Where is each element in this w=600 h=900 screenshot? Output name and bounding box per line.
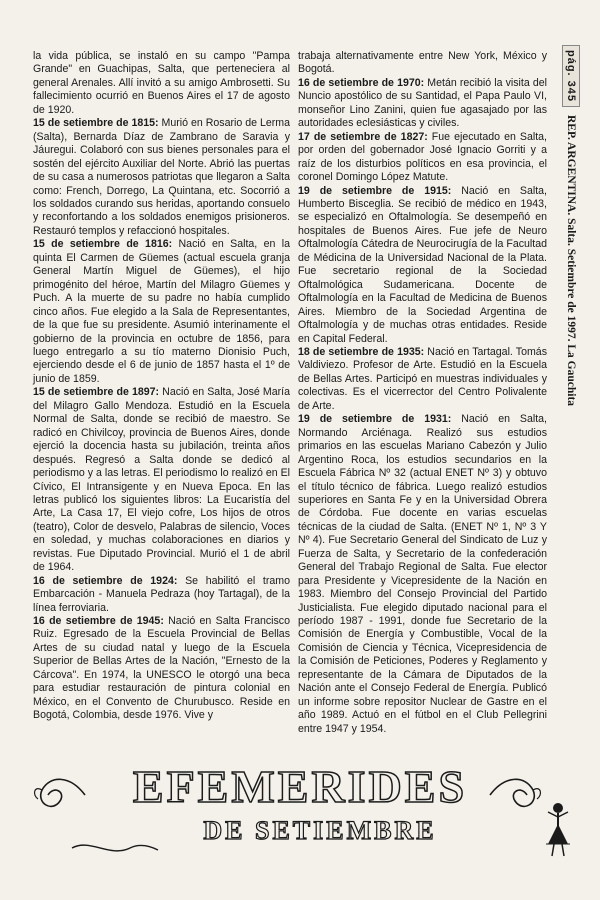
publication-source: REP. ARGENTINA. Salta. Setiembre de 1997. La Gauchita [565,115,577,407]
entry [298,346,547,413]
entry-date: 15 de setiembre de 1815: [33,117,159,130]
heading-title: EFEMERIDES [132,761,468,812]
entry-date: 16 de setiembre de 1924: [33,574,178,587]
entry-text: Nació en Salta Francisco Ruiz. Egresado de la Escuela Provincial de Bellas Artes de su ciudad natal y luego de la Escuela Superior de Bellas Artes de la Nación, "Ernesto de la Cárcova". En 1974, la UNESCO le otorgó una beca para estudiar restauración de pintura colonial en México, en el Convento de Churubusco. Reside en Bogotá, Colombia, desde 1976. Vive y [33,615,290,722]
side-banner [552,45,580,407]
entry [298,131,547,185]
entry-date: 15 de setiembre de 1897: [33,386,160,399]
entry-text: Nació en Salta, Normando Arciénaga. Realizó sus estudios primarios en las escuelas Mariano Cabezón y Julio Argentino Roca, los estudios secundarios en la Escuela Fábrica Nº 32 (actual ENET Nº 3) y obtuvo el título técnico de fábrica. Luego realizó estudios superiores en Santa Fe y en la Universidad Obrera de Córdoba. Fue docente en varias escuelas técnicas de la ciudad de Salta. (ENET Nº 1, Nº 3 Y Nº 4). Fue Secretario General del Sindicato de Luz y Fuerza de Salta, y Secretario de la confederación General del Trabajo Regional de Salta. Fue elector para Presidente y Vicepresidente de la Nación en 1983. Miembro del Consejo Provincial del Partido Justicialista. Fue elegido diputado nacional para el período 1987 - 1991, donde fue Secretario de la Comisión de Energía y Combustible, Vocal de la Comisión de Ciencia y Técnica, Vicepresidencia de la Comisión de Peticiones, Poderes y Reglamento y representante de la Cámara de Diputados de la Nación ante el Consejo Federal de Energía. Publicó un informe sobre repositor Nuclear de Gastre en el año 1989. Actuó en el fútbol en el Club Pellegrini entre 1947 y 1954. [298,413,547,735]
entry [298,413,547,736]
entry [33,615,290,723]
entry-text: Murió en Rosario de Lerma (Salta), Bernarda Díaz de Zambrano de Saravia y Jáuregui. Colaboró con sus bienes personales para el sostén del ejército Auxiliar del Norte. Abrió las puertas de su casa a numerosos patriotas que llegaron a Salta como: French, Dorrego, La Quintana, etc. Socorrió a los soldados curando sus heridas, aportando consuelo y reconfortando a los soldados enemigos prisioneros. Restauró templos y refaccionó hospitales. [33,117,290,237]
section-heading [90,760,490,870]
entry-text: Metán recibió la visita del Nuncio apostólico de su Santidad, el Papa Paulo VI, monseñor Lino Zanini, quien fue agasajado por las autoridades eclesiásticas y civiles. [298,76,547,130]
entry-date: 18 de setiembre de 1935: [298,345,425,358]
left-column [33,50,290,723]
flourish-bottom-icon [70,838,160,858]
dancer-figure-icon [540,800,576,860]
flourish-left-icon [30,765,90,825]
right-column [298,50,547,736]
entry: la vida pública, se instaló en su campo "Pampa Grande" en Guachipas, Salta, que perteneciera al general Arenales. Allí invitó a su amigo Ambrosetti. Su fallecimiento ocurrió en Buenos Aires el 17 de agosto de 1920. [33,50,290,116]
entry-text: Nació en Salta, Humberto Bisceglia. Se recibió de médico en 1943, se especializó en Oftalmología. Se desempeñó en hospitales de Buenos Aires. Fue jefe de Neuro Oftalmología Cátedra de Neurocirugía de la Facultad de Médicina de la Universidad Nacional de la Plata. Fue secretario regional de la Sociedad Oftalmológica Sudamericana. Docente de Oftalmología en la Facultad de Medicina de Buenos Aires. Miembro de la Sociedad Argentina de Oftalmología y de muchas otras entidades. Reside en Capital Federal. [298,184,547,345]
entry [298,185,547,346]
entry-date: 16 de setiembre de 1970: [298,76,425,89]
flourish-right-icon [485,765,545,825]
entry-date: 16 de setiembre de 1945: [33,615,164,628]
entry [33,238,290,386]
entry-date: 19 de setiembre de 1915: [298,184,452,197]
entry-text: Nació en Salta, José María del Milagro Gallo Mendoza. Estudió en la Escuela Normal de Salta, donde se recibió de maestro. Se radicó en Chivilcoy, provincia de Buenos Aires, donde ejerció la docencia hasta su jubilación, treinta años después. Regresó a Salta donde se dedicó al periodismo y a las letras. El periodismo lo realizó en El Cívico, El Intransigente y en Nueva Epoca. En las letras publicó los siguientes libros: La Eucaristía del Arte, La Casa 17, El viejo cofre, Los hijos de otros (teatro), Color de desvelo, Palabras de silencio, Voces en soledad, y muchas colaboraciones en diarios y revistas. Fue Diputado Provincial. Murió el 1 de abril de 1964. [33,386,290,574]
entry-text: Nació en Tartagal. Tomás Valdiviezo. Profesor de Arte. Estudió en la Escuela de Bellas Artes. Participó en muestras individuales y colectivas. Es el vicerrector del Centro Polivalente de Arte. [298,345,547,412]
entry [298,77,547,131]
entry-date: 17 de setiembre de 1827: [298,130,428,143]
heading-subtitle: DE SETIEMBRE [203,816,437,845]
entry-date: 15 de setiembre de 1816: [33,238,173,251]
entry-date: 19 de setiembre de 1931: [298,413,452,426]
page-number: pág. 345 [562,45,580,107]
entry [33,386,290,574]
entry-text: Fue ejecutado en Salta, por orden del gobernador José Ignacio Gorriti y a raíz de los disturbios políticos en esa provincia, el coronel Domingo López Matute. [298,130,547,184]
entry [33,575,290,615]
entry [33,117,290,238]
entry-text: Se habilitó el tramo Embarcación - Manuela Pedraza (hoy Tartagal), de la línea ferroviaria. [33,574,290,614]
entry: trabaja alternativamente entre New York, México y Bogotá. [298,50,547,76]
entry-text: Nació en Salta, en la quinta El Carmen de Güemes (actual escuela granja General Martín Miguel de Güemes), el hijo primogénito del héroe, Martín del Milagro Güemes y Puch. A la muerte de su padre no había cumplido cinco años. Fue elegido a la Sala de Representantes, de la que fue su presidente. Asumió interinamente el gobierno de la provincia en octubre de 1856, para luego entregarlo a su tío materno Dionisio Puch, ejerciendo desde el 6 de junio de 1857 hasta el 1º de junio de 1859. [33,238,291,385]
